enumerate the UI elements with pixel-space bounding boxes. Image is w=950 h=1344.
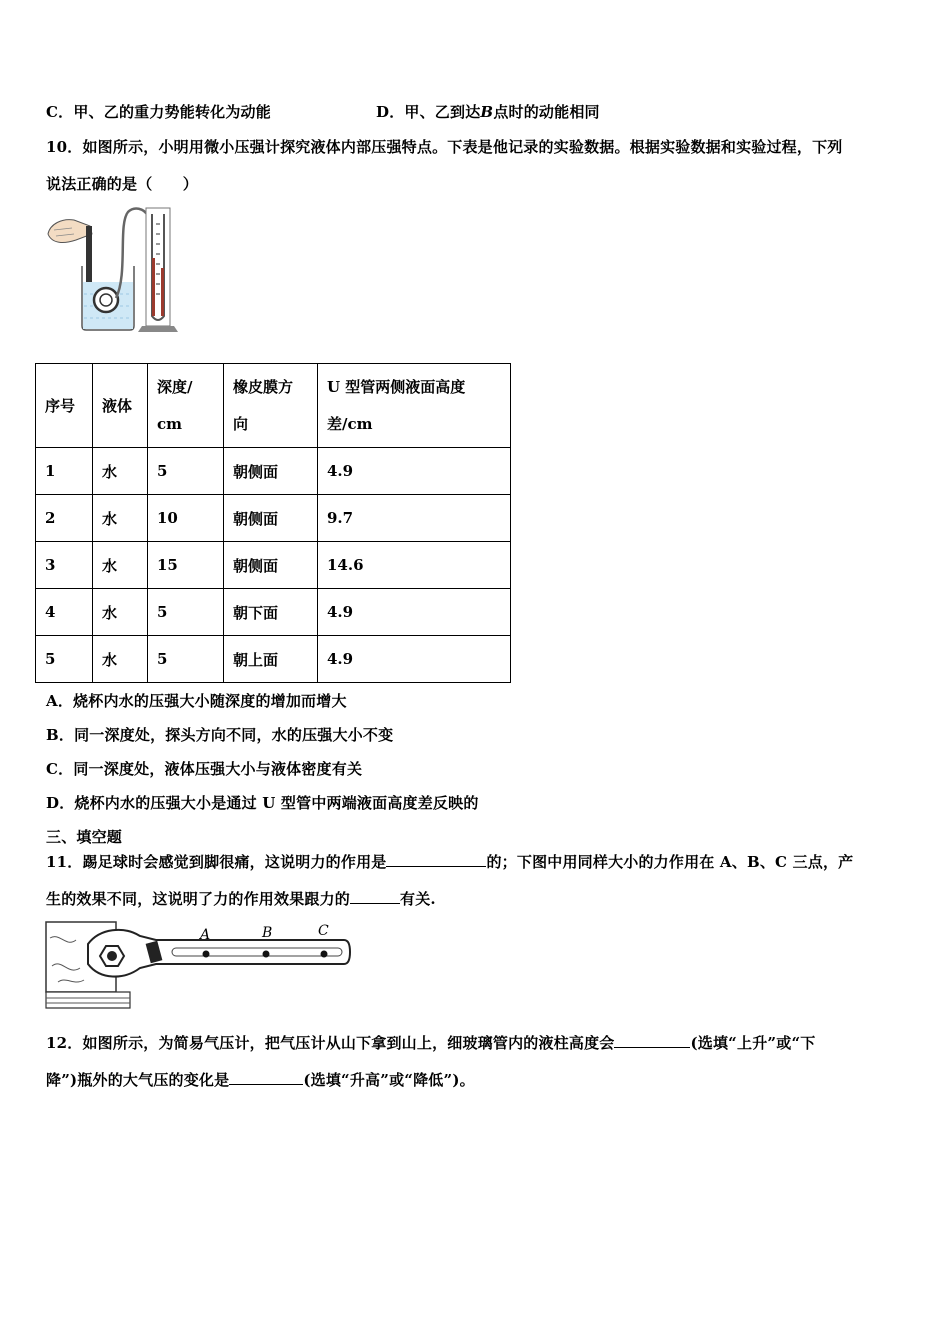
wrench-figure bbox=[44, 918, 354, 1012]
cell-depth: 5 bbox=[148, 448, 224, 495]
header-diff-line2: 差/cm bbox=[327, 414, 373, 433]
q12-line2-b: (选填“升高”或“降低”)。 bbox=[303, 1071, 475, 1089]
cell-liquid: 水 bbox=[93, 495, 148, 542]
cell-direction: 朝上面 bbox=[224, 636, 318, 683]
table-row bbox=[36, 589, 511, 636]
q12-line1-a: 12．如图所示，为简易气压计，把气压计从山下拿到山上，细玻璃管内的液柱高度会 bbox=[46, 1034, 615, 1052]
q10-option-c: C．同一深度处，液体压强大小与液体密度有关 bbox=[46, 760, 363, 778]
cell-liquid: 水 bbox=[93, 542, 148, 589]
cell-no: 1 bbox=[36, 448, 93, 495]
wrench-label-a: A bbox=[200, 927, 211, 943]
q11-line2-a: 生的效果不同，这说明了力的作用效果跟力的 bbox=[46, 890, 351, 908]
table-row bbox=[36, 542, 511, 589]
q10-stem-line1: 10．如图所示，小明用微小压强计探究液体内部压强特点。下表是他记录的实验数据。根据实验数据和实验过程，下列 bbox=[46, 138, 843, 156]
header-depth-line2: cm bbox=[157, 414, 183, 433]
header-direction bbox=[224, 364, 318, 448]
header-diff-line1: U 型管两侧液面高度 bbox=[327, 377, 466, 396]
cell-diff: 4.9 bbox=[318, 589, 511, 636]
cell-diff: 9.7 bbox=[318, 495, 511, 542]
cell-depth: 5 bbox=[148, 636, 224, 683]
header-height-diff bbox=[318, 364, 511, 448]
cell-liquid: 水 bbox=[93, 589, 148, 636]
cell-depth: 15 bbox=[148, 542, 224, 589]
cell-no: 2 bbox=[36, 495, 93, 542]
table-row bbox=[36, 636, 511, 683]
table-header-row bbox=[36, 364, 511, 448]
q12-line2-a: 降”)瓶外的大气压的变化是 bbox=[46, 1071, 230, 1089]
q11-line2-b: 有关. bbox=[400, 890, 436, 908]
q11-line2 bbox=[46, 888, 436, 909]
cell-diff: 4.9 bbox=[318, 636, 511, 683]
header-liquid: 液体 bbox=[93, 364, 148, 448]
q10-option-d: D．烧杯内水的压强大小是通过 U 型管中两端液面高度差反映的 bbox=[46, 794, 479, 812]
cell-direction: 朝下面 bbox=[224, 589, 318, 636]
header-direction-line2: 向 bbox=[233, 414, 249, 433]
pressure-gauge-figure bbox=[44, 204, 184, 336]
q9-option-c: C．甲、乙的重力势能转化为动能 bbox=[46, 103, 271, 121]
q11-line1 bbox=[46, 851, 853, 872]
q9-option-d-var: B bbox=[480, 103, 494, 121]
cell-no: 5 bbox=[36, 636, 93, 683]
section-title: 三、填空题 bbox=[46, 828, 123, 846]
q9-option-d bbox=[376, 101, 600, 122]
q12-line2 bbox=[46, 1069, 475, 1090]
wrench-label-b: B bbox=[262, 925, 273, 941]
q9-option-d-suffix: 点时的动能相同 bbox=[493, 103, 600, 121]
header-depth bbox=[148, 364, 224, 448]
cell-liquid: 水 bbox=[93, 448, 148, 495]
header-depth-line1: 深度/ bbox=[157, 377, 193, 396]
q12-blank-1[interactable] bbox=[614, 1033, 690, 1048]
cell-liquid: 水 bbox=[93, 636, 148, 683]
q10-option-a: A．烧杯内水的压强大小随深度的增加而增大 bbox=[46, 692, 347, 710]
cell-no: 3 bbox=[36, 542, 93, 589]
wrench-label-c: C bbox=[318, 923, 329, 939]
cell-depth: 10 bbox=[148, 495, 224, 542]
q10-stem-line2: 说法正确的是（ ） bbox=[46, 175, 199, 193]
q12-line1-b: (选填“上升”或“下 bbox=[690, 1034, 816, 1052]
header-no: 序号 bbox=[36, 364, 93, 448]
q12-blank-2[interactable] bbox=[229, 1070, 303, 1085]
header-direction-line1: 橡皮膜方 bbox=[233, 377, 294, 396]
table-row bbox=[36, 495, 511, 542]
cell-direction: 朝侧面 bbox=[224, 495, 318, 542]
q11-blank-1[interactable] bbox=[386, 852, 486, 867]
q9-option-d-prefix: D．甲、乙到达 bbox=[376, 103, 481, 121]
experiment-table bbox=[35, 363, 511, 683]
table-row bbox=[36, 448, 511, 495]
cell-diff: 14.6 bbox=[318, 542, 511, 589]
q11-blank-2[interactable] bbox=[350, 889, 400, 904]
cell-direction: 朝侧面 bbox=[224, 448, 318, 495]
cell-direction: 朝侧面 bbox=[224, 542, 318, 589]
q11-line1-b: 的；下图中用同样大小的力作用在 A、B、C 三点，产 bbox=[486, 853, 854, 871]
q12-line1 bbox=[46, 1032, 815, 1053]
cell-depth: 5 bbox=[148, 589, 224, 636]
q10-option-b: B．同一深度处，探头方向不同，水的压强大小不变 bbox=[46, 726, 394, 744]
cell-diff: 4.9 bbox=[318, 448, 511, 495]
q11-line1-a: 11．踢足球时会感觉到脚很痛，这说明力的作用是 bbox=[46, 853, 387, 871]
cell-no: 4 bbox=[36, 589, 93, 636]
